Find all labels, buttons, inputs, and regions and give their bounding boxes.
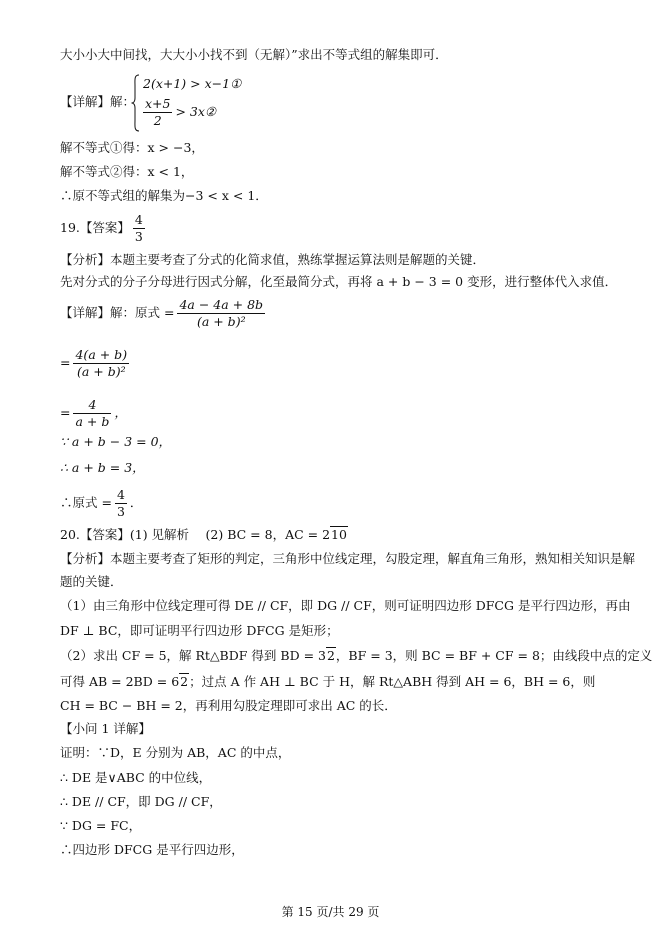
inequality-2: $\frac{x+5}{2}$ > 3x② <box>145 96 217 128</box>
q19-detail: 【详解】解：原式 = $\frac{4a - 4a + 8b}{\text{(a + b)²}}$ <box>60 297 264 329</box>
q20-analysis-6: 可得 AB = 2BD = 62；过点 A 作 AH ⊥ BC 于 H，解 Rt△ABH 得到 AH = 6，BH = 6，则 <box>60 674 596 689</box>
q20-analysis-4: DF ⊥ BC，即可证明平行四边形 DFCG 是矩形； <box>60 623 339 638</box>
q19-analysis-2: 先对分式的分子分母进行因式分解，化至最简分式，再将 a + b − 3 = 0 变形，进行整体代入求值． <box>60 274 618 289</box>
q19-step-4: ∴ a + b = 3， <box>60 460 145 475</box>
q19-step-2: = $\frac{4}{a + b}$ ， <box>60 397 127 429</box>
q20-analysis-5: （2）求出 CF = 5，解 Rt△BDF 得到 BD = 32，BF = 3，则 BC = BF + CF = 8；由线段中点的定义 <box>60 648 653 663</box>
text-line: 大小小大中间找，大大小小找不到（无解）”求出不等式组的解集即可． <box>60 47 448 62</box>
solution-line-1: 解不等式①得：x > −3， <box>60 140 204 155</box>
q20-analysis-1: 【分析】本题主要考查了矩形的判定，三角形中位线定理，勾股定理，解直角三角形，熟知相关知识是解 <box>60 551 636 566</box>
q20-proof-1: 证明：∵D，E 分别为 AB，AC 的中点， <box>60 745 291 760</box>
q19-analysis-1: 【分析】本题主要考查了分式的化简求值，熟练掌握运算法则是解题的关键． <box>60 252 486 267</box>
brace-icon <box>131 74 140 132</box>
q20-proof-5: ∴四边形 DFCG 是平行四边形， <box>60 842 244 857</box>
detail-label: 【详解】解： <box>60 94 136 109</box>
q19-answer: 19.【答案】 $\frac{4}{3}$ <box>60 212 143 244</box>
q19-step-1: = $\frac{4(a + b)}{\text{(a + b)²}}$ <box>60 347 128 379</box>
q19-result: ∴原式 = $\frac{4}{3}$ ． <box>60 487 143 519</box>
q19-step-3: ∵ a + b − 3 = 0， <box>60 434 172 449</box>
solution-line-3: ∴原不等式组的解集为−3 < x < 1． <box>60 188 268 203</box>
inequality-1: 2(x+1) > x−1① <box>143 76 242 91</box>
q20-proof-2: ∴ DE 是∨ABC 的中位线， <box>60 770 212 785</box>
solution-line-2: 解不等式②得：x < 1， <box>60 164 194 179</box>
q20-subheading: 【小问 1 详解】 <box>60 721 151 736</box>
q20-answer: 20.【答案】(1) 见解析 (2) BC = 8，AC = 210 <box>60 527 347 542</box>
page-footer: 第 15 页/共 29 页 <box>281 905 380 919</box>
q20-proof-4: ∵ DG = FC， <box>60 818 142 833</box>
q20-analysis-2: 题的关键． <box>60 574 123 589</box>
q20-analysis-7: CH = BC − BH = 2，再利用勾股定理即可求出 AC 的长． <box>60 698 397 713</box>
q20-analysis-3: （1）由三角形中位线定理可得 DE // CF，即 DG // CF，则可证明四边形 DFCG 是平行四边形，再由 <box>60 598 631 613</box>
q20-proof-3: ∴ DE // CF，即 DG // CF， <box>60 794 222 809</box>
